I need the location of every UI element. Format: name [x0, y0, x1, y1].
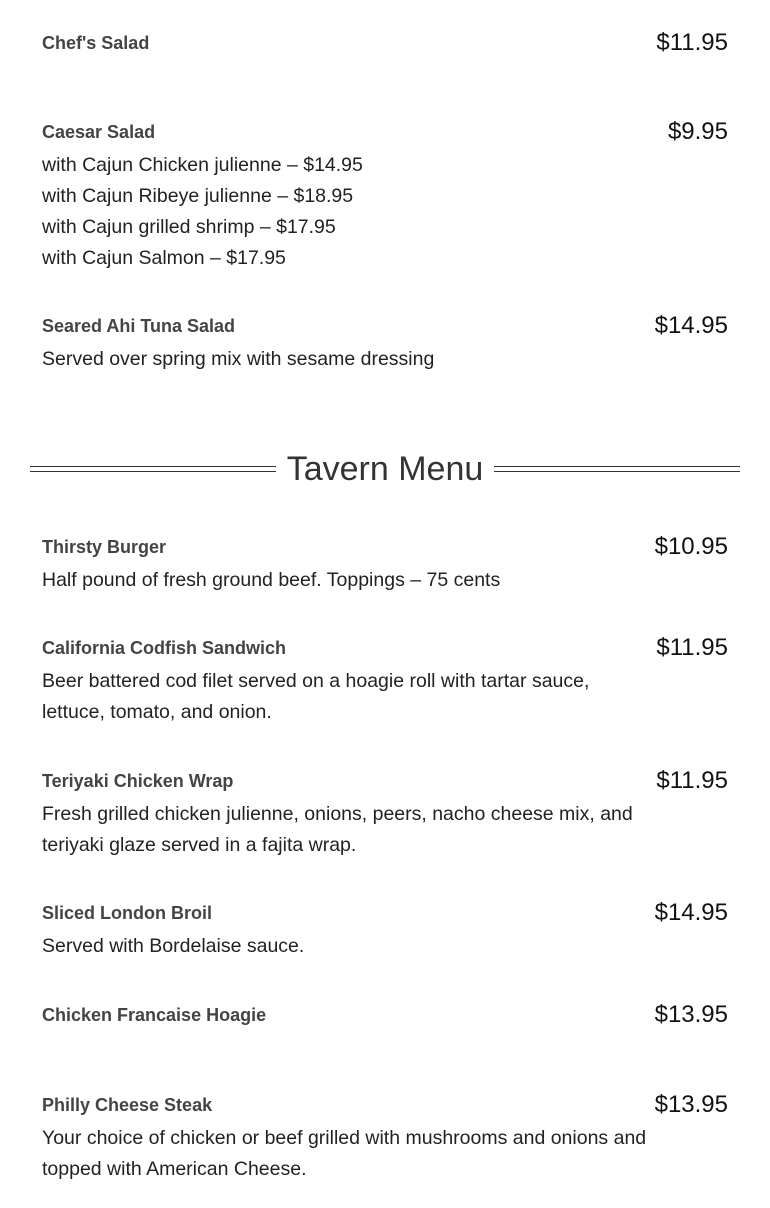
item-description: Beer battered cod filet served on a hoagie roll with tartar sauce, lettuce, tomato, and onion. — [42, 670, 590, 723]
item-description: Half pound of fresh ground beef. Toppings – 75 cents — [42, 569, 501, 591]
item-option: with Cajun grilled shrimp – $17.95 — [42, 216, 336, 238]
item-description: Fresh grilled chicken julienne, onions, peers, nacho cheese mix, and teriyaki glaze served in a fajita wrap. — [42, 803, 633, 856]
item-price: $11.95 — [656, 634, 728, 661]
item-name: Chicken Francaise Hoagie — [42, 1005, 267, 1025]
item-price: $13.95 — [654, 1001, 728, 1028]
section-header-tavern — [30, 447, 740, 493]
item-option: with Cajun Salmon – $17.95 — [42, 247, 286, 269]
item-description: Served over spring mix with sesame dressing — [42, 348, 435, 370]
item-description: Your choice of chicken or beef grilled with mushrooms and onions and topped with American Cheese. — [42, 1127, 647, 1180]
item-name: Philly Cheese Steak — [42, 1095, 213, 1115]
item-name: Teriyaki Chicken Wrap — [42, 771, 234, 791]
menu-item-chicken-francaise-hoagie — [42, 1001, 728, 1033]
item-price: $10.95 — [654, 533, 728, 560]
menu-item-california-codfish-sandwich — [42, 634, 728, 728]
menu-item-caesar-salad — [42, 118, 728, 274]
item-name: Chef's Salad — [42, 33, 150, 53]
item-option: with Cajun Ribeye julienne – $18.95 — [42, 185, 354, 207]
item-name: Caesar Salad — [42, 122, 156, 142]
item-price: $14.95 — [654, 899, 728, 926]
section-title: Tavern Menu — [286, 450, 484, 488]
item-price: $9.95 — [667, 118, 728, 145]
item-name: Sliced London Broil — [42, 903, 212, 923]
menu-item-thirsty-burger — [42, 533, 728, 596]
menu-item-sliced-london-broil — [42, 899, 728, 962]
item-name: Thirsty Burger — [42, 537, 167, 557]
item-description: Served with Bordelaise sauce. — [42, 935, 305, 957]
item-option: with Cajun Chicken julienne – $14.95 — [42, 154, 363, 176]
divider-right — [494, 466, 740, 472]
menu-item-teriyaki-chicken-wrap — [42, 767, 728, 861]
menu-item-philly-cheese-steak — [42, 1091, 728, 1185]
menu-item-seared-ahi-tuna-salad — [42, 312, 728, 375]
item-price: $11.95 — [656, 767, 728, 794]
item-price: $14.95 — [654, 312, 728, 339]
item-name: Seared Ahi Tuna Salad — [42, 316, 236, 336]
menu-item-chefs-salad — [42, 29, 728, 61]
item-price: $13.95 — [654, 1091, 728, 1118]
item-name: California Codfish Sandwich — [42, 638, 287, 658]
item-price: $11.95 — [656, 29, 728, 56]
